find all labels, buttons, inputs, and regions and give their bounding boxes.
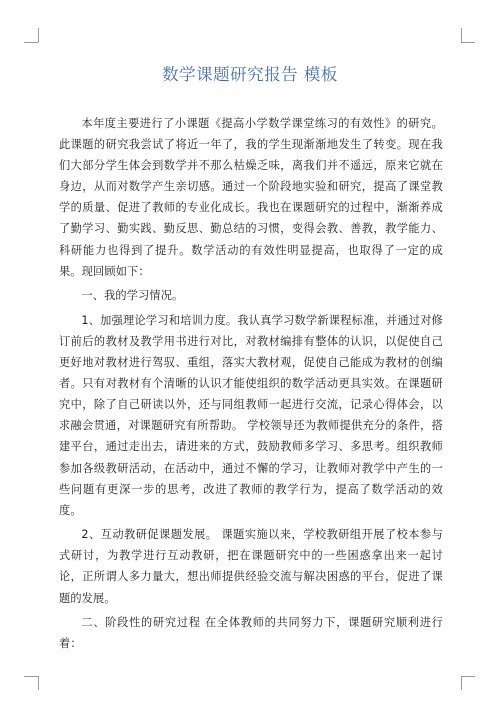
document-title: 数学课题研究报告 模板 — [162, 65, 338, 84]
paragraph-intro: 本年度主要进行了小课题《提高小学数学课堂练习的有效性》的研究。此课题的研究我尝试了将近一年了，我的学生现渐渐地发生了转变。现在我们大部分学生体会到数学并不那么枯燥乏味，离我们并不遥远，原来它就在身边，从而对数学产生亲切感。通过一个阶段地实验和研究，提高了课堂教学的质量、促进了教师的专业化成长。我也在课题研究的过程中，渐渐养成了勤学习、勤实践、勤反思、勤总结的习惯，变得会教、善教，教学能力、科研能力也得到了提升。数学活动的有效性明显提高，也取得了一定的成果。现回顾如下： — [59, 117, 443, 278]
crop-mark-bottom-left — [24, 676, 38, 677]
document-body — [59, 113, 443, 654]
paragraph-interactive-research: 2、互动教研促课题发展。 课题实施以来，学校教研组开展了校本参与式研讨，为教学进行互动教研，把在课题研究中的一些困惑拿出来一起讨论，正所谓人多力量大，想出师提供经验交流与解决困惑的平台，促进了课题的发展。 — [59, 528, 443, 605]
crop-mark-top-right — [461, 42, 475, 43]
crop-mark-bottom-right — [461, 676, 475, 677]
crop-mark-top-left — [24, 42, 38, 43]
crop-mark-bottom-right — [461, 676, 462, 690]
crop-mark-bottom-left — [38, 676, 39, 690]
crop-mark-top-left — [38, 28, 39, 42]
section-heading-process: 二、阶段性的研究过程 在全体教师的共同努力下，课题研究顺利进行着： — [59, 616, 443, 651]
section-heading-study: 一、我的学习情况。 — [81, 289, 184, 303]
crop-mark-top-right — [461, 28, 462, 42]
paragraph-theory-study: 1、加强理论学习和培训力度。我认真学习数学新课程标准，并通过对修订前后的教材及教学用书进行对比，对教材编排有整体的认识，以促使自己更好地对教材进行驾驭、重组，落实大教材观，促使自己能成为教材的创编者。只有对教材有个清晰的认识才能使组织的数学活动更具实效。在课题研究中，除了自己研读以外，还与同组教师一起进行交流，记录心得体会，以求融会贯通，对课题研究有所帮助。 学校领导还为教师提供充分的条件，搭建平台，通过走出去，请进来的方式，鼓励教师多学习、多思考。组织教师参加各级教研活动，在活动中，通过不懈的学习，让教师对教学中产生的一些问题有更深一步的思考，改进了教师的教学行为，提高了数学活动的效度。 — [59, 313, 443, 517]
